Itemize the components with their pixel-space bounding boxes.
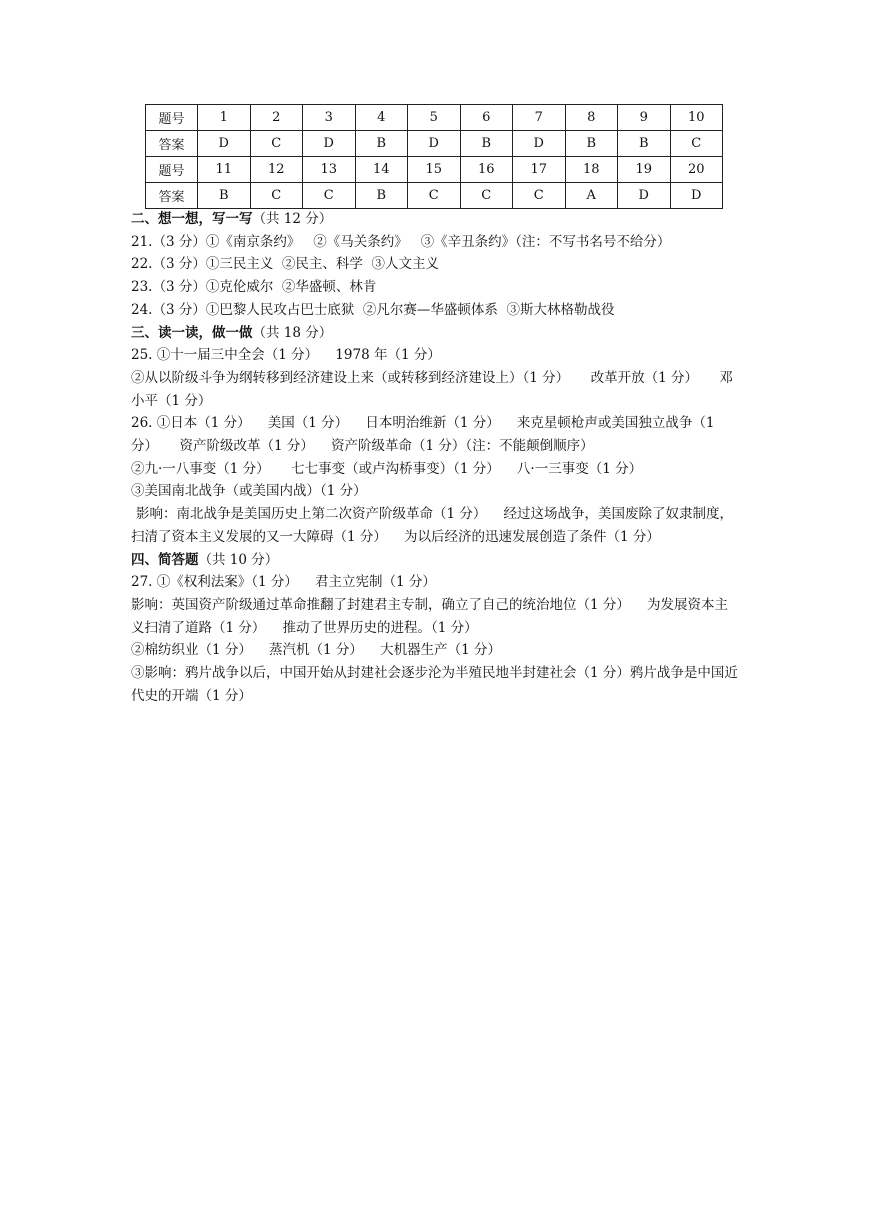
section-heading-2 [131, 208, 741, 231]
question-number-cell: 3 [303, 105, 356, 131]
answer-23: 23.（3 分）①克伦威尔 ②华盛顿、林肯 [131, 279, 377, 296]
answer-cell: B [355, 131, 408, 157]
answer-26-impact: 影响：南北战争是美国历史上第二次资产阶级革命（1 分） 经过这场战争，美国废除了奴隶制度，扫清了资本主义发展的又一大障碍（1 分） 为以后经济的迅速发展创造了条件（1 分） [131, 506, 734, 545]
answer-cell: B [198, 183, 251, 209]
answer-25-part-2: ②从以阶级斗争为纲转移到经济建设上来（或转移到经济建设上）（1 分） 改革开放（1 分） 邓小平（1 分） [131, 369, 733, 409]
question-number-cell: 7 [513, 105, 566, 131]
question-number-cell: 19 [618, 157, 671, 183]
section-title: 四、简答题 [131, 551, 199, 568]
answer-cell: B [618, 131, 671, 157]
answer-cell: C [250, 131, 303, 157]
answer-cell: D [303, 131, 356, 157]
section-title: 二、想一想，写一写 [131, 211, 253, 227]
answer-cell: C [250, 183, 303, 209]
answer-cell: C [303, 183, 356, 209]
question-number-cell: 15 [408, 157, 461, 183]
answer-25-part-1: 25. ①十一届三中全会（1 分） 1978 年（1 分） [131, 347, 441, 364]
answer-cell: D [408, 131, 461, 157]
question-number-row [146, 105, 723, 131]
answer-cell: A [565, 183, 618, 209]
answer-22: 22.（3 分）①三民主义 ②民主、科学 ③人文主义 [131, 256, 440, 273]
answer-26-part-3: ③美国南北战争（或美国内战）（1 分） [131, 483, 367, 500]
answer-27-impact: 影响：英国资产阶级通过革命推翻了封建君主专制，确立了自己的统治地位（1 分） 为发展资本主义扫清了道路（1 分） 推动了世界历史的进程。（1 分） [131, 596, 729, 636]
question-number-cell: 5 [408, 105, 461, 131]
answer-27-part-2: ②棉纺织业（1 分） 蒸汽机（1 分） 大机器生产（1 分） [131, 642, 501, 659]
section-points: （共 18 分） [252, 324, 333, 341]
question-number-cell: 12 [250, 157, 303, 183]
answer-26-part-2: ②九·一八事变（1 分） 七七事变（或卢沟桥事变）（1 分） 八·一三事变（1 分） [131, 460, 643, 477]
question-number-cell: 8 [565, 105, 618, 131]
answer-content [131, 208, 741, 707]
answer-27-part-1: 27. ①《权利法案》（1 分） 君主立宪制（1 分） [131, 574, 436, 591]
question-number-cell: 4 [355, 105, 408, 131]
answer-cell: D [198, 131, 251, 157]
row-header-cell: 答案 [146, 131, 198, 157]
section-heading-3 [131, 322, 741, 345]
section-heading-4 [131, 549, 741, 572]
question-number-cell: 17 [513, 157, 566, 183]
row-header-cell: 答案 [146, 183, 198, 209]
answer-cell: D [618, 183, 671, 209]
question-number-cell: 18 [565, 157, 618, 183]
question-number-cell: 6 [460, 105, 513, 131]
answer-table-body [146, 105, 723, 209]
answer-cell: D [513, 131, 566, 157]
question-number-cell: 1 [198, 105, 251, 131]
question-number-cell: 13 [303, 157, 356, 183]
answer-table [145, 104, 723, 209]
question-number-cell: 9 [618, 105, 671, 131]
row-header-cell: 题号 [146, 157, 198, 183]
answer-24: 24.（3 分）①巴黎人民攻占巴士底狱 ②凡尔赛—华盛顿体系 ③斯大林格勒战役 [131, 301, 615, 318]
question-number-cell: 2 [250, 105, 303, 131]
question-number-cell: 14 [355, 157, 408, 183]
answer-cell: B [565, 131, 618, 157]
answer-cell: B [355, 183, 408, 209]
answer-cell: C [460, 183, 513, 209]
answer-27-part-3: ③影响：鸦片战争以后，中国开始从封建社会逐步沦为半殖民地半封建社会（1 分）鸦片战争是中国近代史的开端（1 分） [131, 665, 738, 704]
question-number-cell: 10 [670, 105, 723, 131]
answer-21: 21.（3 分）①《南京条约》 ②《马关条约》 ③《辛丑条约》（注：不写书名号不给分） [131, 233, 671, 250]
answer-cell: C [513, 183, 566, 209]
answer-cell: D [670, 183, 723, 209]
section-points: （共 10 分） [198, 551, 279, 568]
answer-row [146, 183, 723, 209]
question-number-cell: 11 [198, 157, 251, 183]
section-points: （共 12 分） [252, 211, 333, 227]
question-number-cell: 20 [670, 157, 723, 183]
question-number-row [146, 157, 723, 183]
answer-cell: C [670, 131, 723, 157]
answer-cell: C [408, 183, 461, 209]
section-title: 三、读一读，做一做 [131, 324, 253, 341]
answer-row [146, 131, 723, 157]
answer-26-part-1: 26. ①日本（1 分） 美国（1 分） 日本明治维新（1 分） 来克星顿枪声或美国独立战争（1 分） 资产阶级改革（1 分） 资产阶级革命（1 分）（注：不能颠倒顺序） [131, 415, 719, 455]
answer-cell: B [460, 131, 513, 157]
row-header-cell: 题号 [146, 105, 198, 131]
question-number-cell: 16 [460, 157, 513, 183]
